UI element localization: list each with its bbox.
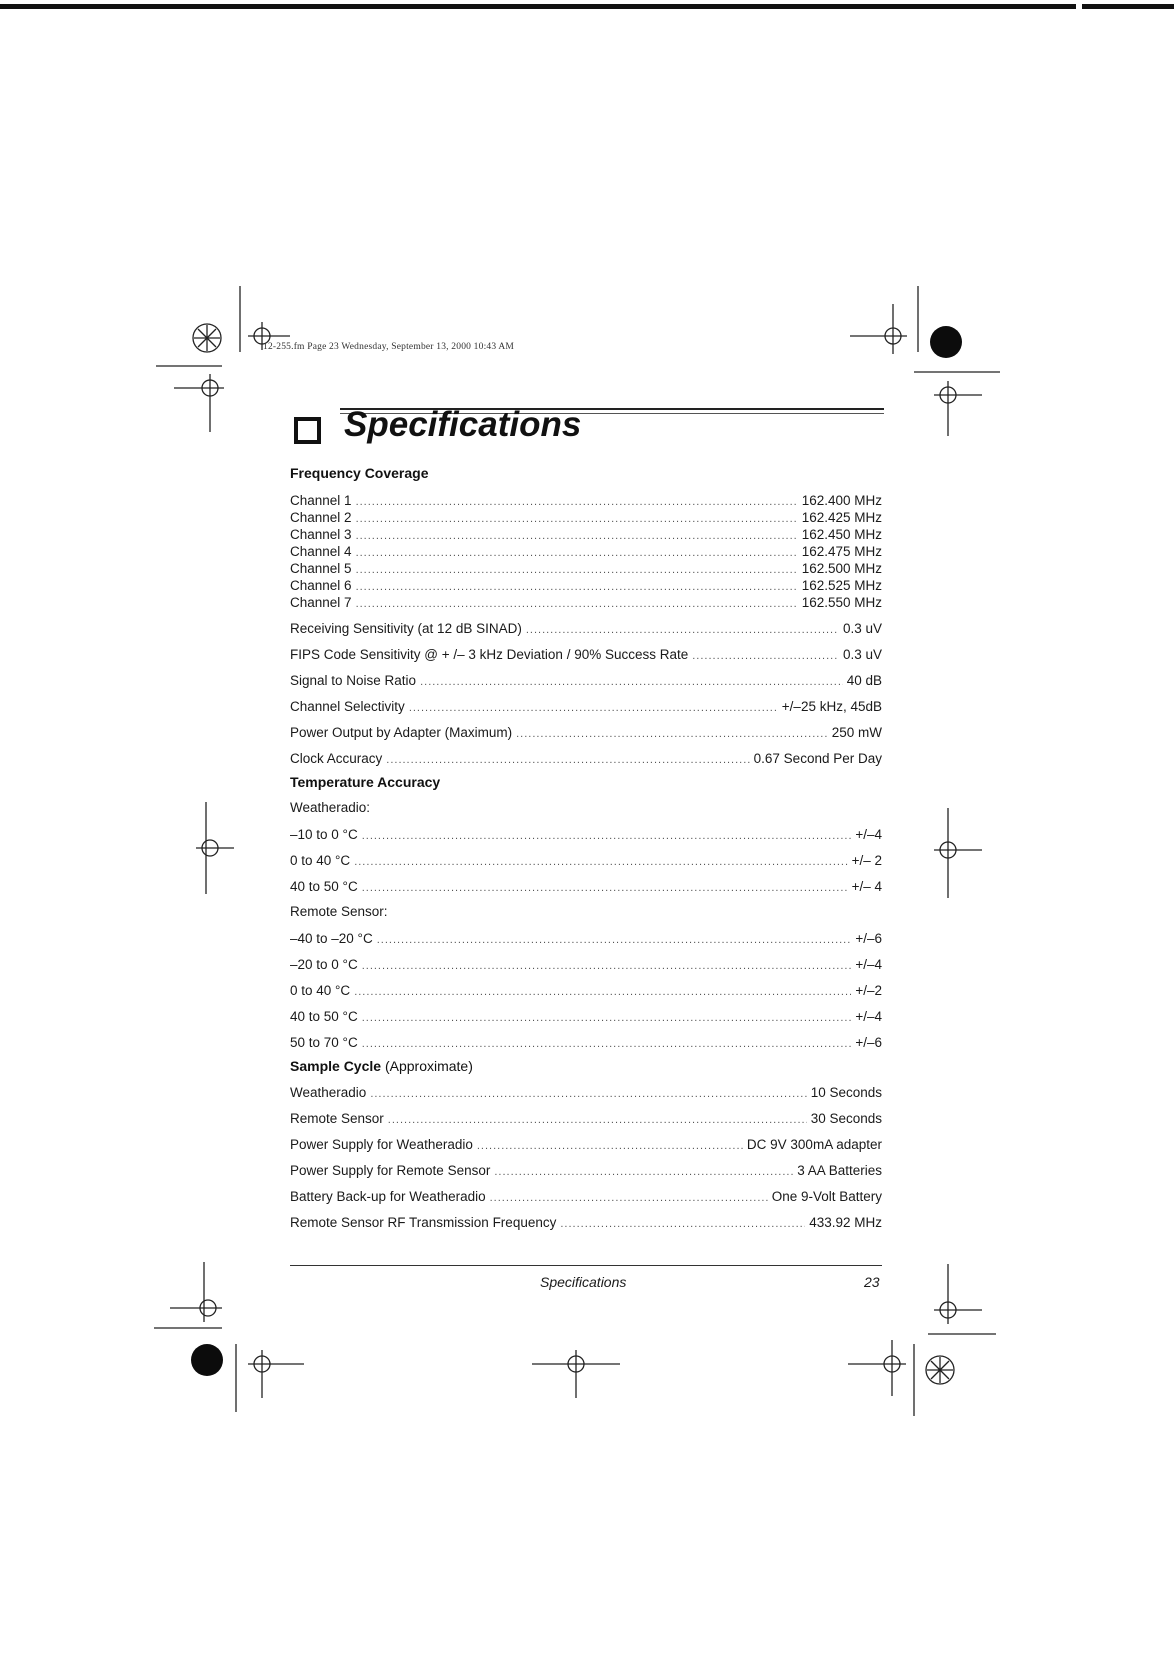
weatheradio-subheading: Weatheradio: <box>290 800 371 815</box>
spec-value: 162.550 MHz <box>801 595 882 610</box>
dot-leader <box>692 648 839 665</box>
section-temperature-accuracy: Temperature Accuracy <box>290 774 441 790</box>
spec-label: –10 to 0 °C <box>290 827 358 842</box>
spec-label: 50 to 70 °C <box>290 1035 358 1050</box>
spec-label: Signal to Noise Ratio <box>290 673 417 688</box>
spec-row-power-weatheradio <box>290 1136 882 1155</box>
spec-value: 250 mW <box>831 725 882 740</box>
spec-row-clock-accuracy <box>290 750 882 769</box>
spec-label: Channel Selectivity <box>290 699 405 714</box>
spec-label: 40 to 50 °C <box>290 1009 358 1024</box>
spec-value: 433.92 MHz <box>809 1215 882 1230</box>
spec-label: Power Supply for Weatheradio <box>290 1137 473 1152</box>
spec-value: +/–4 <box>855 957 882 972</box>
spec-label: FIPS Code Sensitivity @ + /– 3 kHz Deviation / 90% Success Rate <box>290 647 689 662</box>
spec-value: 162.475 MHz <box>801 544 882 559</box>
dot-leader <box>420 674 843 691</box>
spec-label: Remote Sensor RF Transmission Frequency <box>290 1215 557 1230</box>
dot-leader <box>356 596 798 613</box>
spec-label: Channel 5 <box>290 561 352 576</box>
spec-label: Weatheradio <box>290 1085 367 1100</box>
sample-cycle-heading: Sample Cycle <box>290 1058 382 1074</box>
dot-leader <box>494 1164 793 1181</box>
spec-value: 162.450 MHz <box>801 527 882 542</box>
solid-dot-icon-2 <box>191 1344 223 1376</box>
spec-row-signal-noise <box>290 672 882 691</box>
sample-row-remote <box>290 1110 882 1129</box>
spec-label: –20 to 0 °C <box>290 957 358 972</box>
dot-leader <box>490 1190 768 1207</box>
spec-value: +/–4 <box>855 827 882 842</box>
spec-value: +/–6 <box>855 1035 882 1050</box>
spec-label: Power Output by Adapter (Maximum) <box>290 725 513 740</box>
spec-label: Battery Back-up for Weatheradio <box>290 1189 486 1204</box>
temp-row-weatheradio <box>290 878 882 897</box>
section-sample-cycle <box>290 1058 473 1074</box>
file-header: 12-255.fm Page 23 Wednesday, September 13, 2000 10:43 AM <box>263 342 515 352</box>
spec-label: Channel 1 <box>290 493 352 508</box>
footer-rule <box>290 1265 882 1266</box>
dot-leader <box>370 1086 806 1103</box>
checkbox-icon <box>294 417 321 444</box>
sample-row-weatheradio <box>290 1084 882 1103</box>
spec-value: 0.3 uV <box>842 647 882 662</box>
spec-value: DC 9V 300mA adapter <box>746 1137 882 1152</box>
spec-value: +/– 4 <box>851 879 882 894</box>
dot-leader <box>560 1216 805 1233</box>
dot-leader <box>477 1138 743 1155</box>
spec-value: 30 Seconds <box>810 1111 882 1126</box>
spec-label: Remote Sensor <box>290 1111 384 1126</box>
spec-value: 3 AA Batteries <box>797 1163 882 1178</box>
dot-leader <box>388 1112 807 1129</box>
spec-value: 40 dB <box>846 673 882 688</box>
temp-row-remote <box>290 982 882 1001</box>
temp-row-remote <box>290 956 882 975</box>
dot-leader <box>362 880 848 897</box>
footer-section-title: Specifications <box>540 1274 627 1290</box>
spec-label: Channel 2 <box>290 510 352 525</box>
spec-row-receiving-sensitivity <box>290 620 882 639</box>
dot-leader <box>362 1036 852 1053</box>
temp-row-remote <box>290 1008 882 1027</box>
spec-row-power-remote <box>290 1162 882 1181</box>
spec-row-rf-frequency <box>290 1214 882 1233</box>
spec-label: Channel 4 <box>290 544 352 559</box>
spec-row-channel-7 <box>290 594 882 613</box>
sample-cycle-note: (Approximate) <box>384 1058 473 1074</box>
solid-dot-icon <box>930 326 962 358</box>
spec-label: Channel 6 <box>290 578 352 593</box>
footer-page-number: 23 <box>864 1274 880 1290</box>
spec-value: 162.425 MHz <box>801 510 882 525</box>
dot-leader <box>362 1010 852 1027</box>
dot-leader <box>362 828 852 845</box>
spec-label: 0 to 40 °C <box>290 983 351 998</box>
spec-value: 0.3 uV <box>842 621 882 636</box>
dot-leader <box>386 752 749 769</box>
temp-row-weatheradio <box>290 852 882 871</box>
dot-leader <box>354 854 847 871</box>
spec-value: +/–6 <box>855 931 882 946</box>
dot-leader <box>526 622 839 639</box>
dot-leader <box>377 932 852 949</box>
spec-value: 162.525 MHz <box>801 578 882 593</box>
spec-value: +/– 2 <box>851 853 882 868</box>
spec-row-channel-selectivity <box>290 698 882 717</box>
spec-row-fips-sensitivity <box>290 646 882 665</box>
spec-row-battery-backup <box>290 1188 882 1207</box>
dot-leader <box>409 700 778 717</box>
spec-value: One 9-Volt Battery <box>771 1189 882 1204</box>
spec-value: +/–4 <box>855 1009 882 1024</box>
dot-leader <box>362 958 852 975</box>
spec-label: Power Supply for Remote Sensor <box>290 1163 491 1178</box>
spec-label: –40 to –20 °C <box>290 931 373 946</box>
spec-label: Clock Accuracy <box>290 751 383 766</box>
dot-leader <box>354 984 851 1001</box>
spec-row-power-output <box>290 724 882 743</box>
spec-value: 162.400 MHz <box>801 493 882 508</box>
spec-label: Channel 3 <box>290 527 352 542</box>
spec-value: +/–2 <box>855 983 882 998</box>
spec-value: +/–25 kHz, 45dB <box>781 699 882 714</box>
page-title: Specifications <box>344 405 582 444</box>
spec-value: 162.500 MHz <box>801 561 882 576</box>
spec-label: Channel 7 <box>290 595 352 610</box>
remote-sensor-subheading: Remote Sensor: <box>290 904 388 919</box>
dot-leader <box>516 726 828 743</box>
temp-row-remote <box>290 930 882 949</box>
section-frequency-coverage: Frequency Coverage <box>290 465 429 481</box>
spec-value: 0.67 Second Per Day <box>753 751 882 766</box>
spec-label: Receiving Sensitivity (at 12 dB SINAD) <box>290 621 522 636</box>
spec-label: 0 to 40 °C <box>290 853 351 868</box>
temp-row-weatheradio <box>290 826 882 845</box>
spec-label: 40 to 50 °C <box>290 879 358 894</box>
temp-row-remote <box>290 1034 882 1053</box>
spec-value: 10 Seconds <box>810 1085 882 1100</box>
